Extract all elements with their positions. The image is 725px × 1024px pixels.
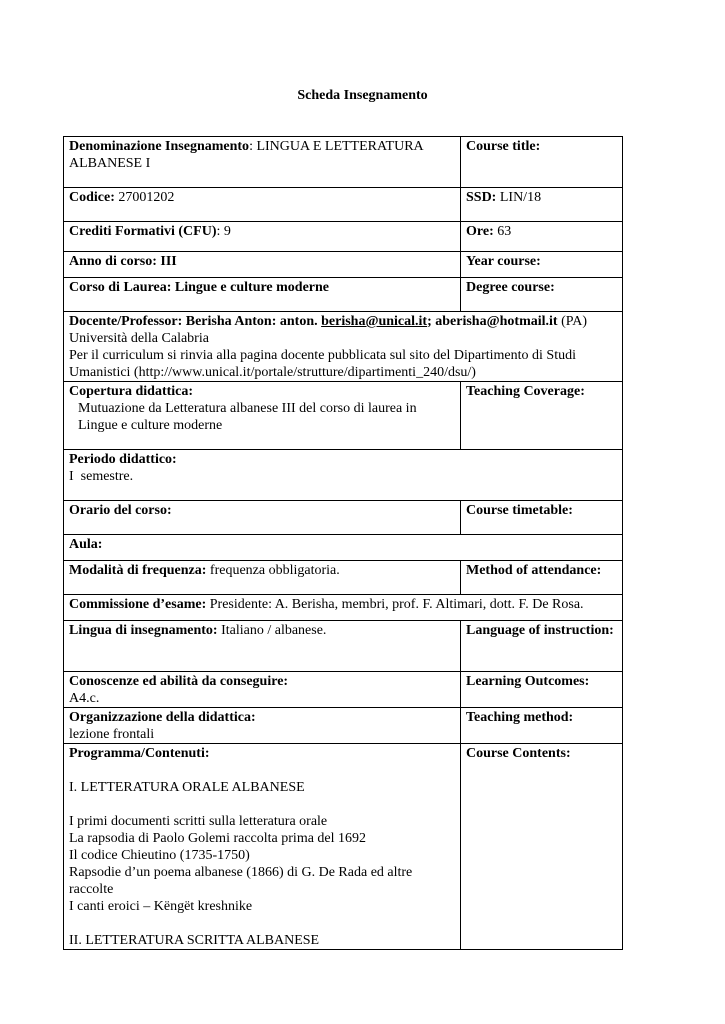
copertura-cell bbox=[64, 382, 461, 450]
modalita-cell bbox=[64, 561, 461, 595]
lingua-value: Italiano / albanese. bbox=[217, 623, 327, 638]
table-row bbox=[64, 501, 623, 535]
docente-line bbox=[69, 313, 617, 347]
table-row bbox=[64, 252, 623, 278]
table-row bbox=[64, 382, 623, 450]
docente-cell bbox=[64, 312, 623, 382]
table-row bbox=[64, 744, 623, 950]
lingua-label: Lingua di insegnamento: bbox=[69, 623, 218, 638]
teaching-method-cell bbox=[461, 708, 623, 744]
ssd-value: LIN/18 bbox=[496, 190, 542, 205]
teaching-coverage-cell bbox=[461, 382, 623, 450]
ssd-label: SSD: bbox=[466, 190, 497, 205]
modalita-label: Modalità di frequenza: bbox=[69, 563, 207, 578]
method-attendance-cell bbox=[461, 561, 623, 595]
page-title: Scheda Insegnamento bbox=[297, 88, 428, 103]
corso-cell bbox=[64, 278, 461, 312]
codice-label: Codice: bbox=[69, 190, 115, 205]
table-row bbox=[64, 621, 623, 672]
corso-label: Corso di Laurea: Lingue e culture moderne bbox=[69, 280, 330, 295]
ore-cell bbox=[461, 222, 623, 252]
programma-cell bbox=[64, 744, 461, 950]
docente-label: Docente/Professor: Berisha Anton: anton. bbox=[69, 314, 322, 329]
table-row bbox=[64, 137, 623, 188]
table-row bbox=[64, 595, 623, 621]
ore-label: Ore: bbox=[466, 224, 494, 239]
table-row bbox=[64, 188, 623, 222]
year-course-label: Year course: bbox=[466, 254, 541, 269]
programma-label: Programma/Contenuti: bbox=[69, 746, 210, 761]
periodo-label: Periodo didattico: bbox=[69, 452, 177, 467]
docente-email2: ; aberisha@hotmail.it bbox=[427, 314, 558, 329]
teaching-coverage-label: Teaching Coverage: bbox=[466, 384, 585, 399]
method-attendance-label: Method of attendance: bbox=[466, 563, 602, 578]
table-row bbox=[64, 222, 623, 252]
course-info-table bbox=[63, 136, 623, 950]
denominazione-label: Denominazione Insegnamento bbox=[69, 139, 250, 154]
programma-item: La rapsodia di Paolo Golemi raccolta prima del 1692 bbox=[69, 831, 367, 846]
year-course-cell bbox=[461, 252, 623, 278]
aula-label: Aula: bbox=[69, 537, 103, 552]
conoscenze-value: A4.c. bbox=[69, 691, 100, 706]
programma-section-2: II. LETTERATURA SCRITTA ALBANESE bbox=[69, 933, 320, 948]
course-timetable-cell bbox=[461, 501, 623, 535]
programma-item: Rapsodie d’un poema albanese (1866) di G. De Rada ed altre raccolte bbox=[69, 865, 413, 897]
programma-item: I primi documenti scritti sulla letteratura orale bbox=[69, 814, 328, 829]
learning-outcomes-label: Learning Outcomes: bbox=[466, 674, 590, 689]
programma-item: Il codice Chieutino (1735-1750) bbox=[69, 848, 250, 863]
table-row bbox=[64, 672, 623, 708]
denominazione-cell bbox=[64, 137, 461, 188]
docente-curriculum: Per il curriculum si rinvia alla pagina docente pubblicata sul sito del Dipartimento di Studi Umanistici (http://www.unical.it/portale/strutture/dipartimenti_240/dsu/) bbox=[69, 348, 576, 380]
orario-label: Orario del corso: bbox=[69, 503, 172, 518]
ssd-cell bbox=[461, 188, 623, 222]
crediti-cell bbox=[64, 222, 461, 252]
codice-cell bbox=[64, 188, 461, 222]
table-row bbox=[64, 535, 623, 561]
conoscenze-label: Conoscenze ed abilità da conseguire: bbox=[69, 674, 289, 689]
course-title-cell bbox=[461, 137, 623, 188]
conoscenze-cell bbox=[64, 672, 461, 708]
modalita-value: frequenza obbligatoria. bbox=[206, 563, 340, 578]
periodo-value: I semestre. bbox=[69, 469, 134, 484]
commissione-value: Presidente: A. Berisha, membri, prof. F. Altimari, dott. F. De Rosa. bbox=[206, 597, 584, 612]
course-title-label: Course title: bbox=[466, 139, 541, 154]
organizzazione-cell bbox=[64, 708, 461, 744]
anno-label: Anno di corso: III bbox=[69, 254, 177, 269]
docente-affiliation: (PA) Università della Calabria bbox=[69, 314, 587, 346]
table-row bbox=[64, 312, 623, 382]
crediti-value: : 9 bbox=[216, 224, 231, 239]
teaching-method-label: Teaching method: bbox=[466, 710, 574, 725]
copertura-value: Mutuazione da Letteratura albanese III del corso di laurea in Lingue e culture moderne bbox=[78, 401, 417, 433]
degree-course-cell bbox=[461, 278, 623, 312]
course-contents-label: Course Contents: bbox=[466, 746, 571, 761]
anno-cell bbox=[64, 252, 461, 278]
orario-cell bbox=[64, 501, 461, 535]
ore-value: 63 bbox=[493, 224, 512, 239]
table-row bbox=[64, 561, 623, 595]
degree-course-label: Degree course: bbox=[466, 280, 555, 295]
programma-section-1: I. LETTERATURA ORALE ALBANESE bbox=[69, 780, 305, 795]
periodo-cell bbox=[64, 450, 623, 501]
commissione-label: Commissione d’esame: bbox=[69, 597, 207, 612]
docente-email-link[interactable]: berisha@unical.it bbox=[321, 314, 428, 329]
denominazione-value: : LINGUA E LETTERATURA ALBANESE I bbox=[69, 139, 423, 171]
crediti-label: Crediti Formativi (CFU) bbox=[69, 224, 217, 239]
table-row bbox=[64, 450, 623, 501]
copertura-label: Copertura didattica: bbox=[69, 384, 194, 399]
learning-outcomes-cell bbox=[461, 672, 623, 708]
commissione-cell bbox=[64, 595, 623, 621]
organizzazione-value: lezione frontali bbox=[69, 727, 155, 742]
codice-value: 27001202 bbox=[114, 190, 175, 205]
course-contents-cell bbox=[461, 744, 623, 950]
programma-item: I canti eroici – Këngët kreshnike bbox=[69, 899, 253, 914]
course-timetable-label: Course timetable: bbox=[466, 503, 573, 518]
language-instruction-label: Language of instruction: bbox=[466, 623, 614, 638]
lingua-cell bbox=[64, 621, 461, 672]
organizzazione-label: Organizzazione della didattica: bbox=[69, 710, 256, 725]
table-row bbox=[64, 708, 623, 744]
language-instruction-cell bbox=[461, 621, 623, 672]
table-row bbox=[64, 278, 623, 312]
aula-cell bbox=[64, 535, 623, 561]
